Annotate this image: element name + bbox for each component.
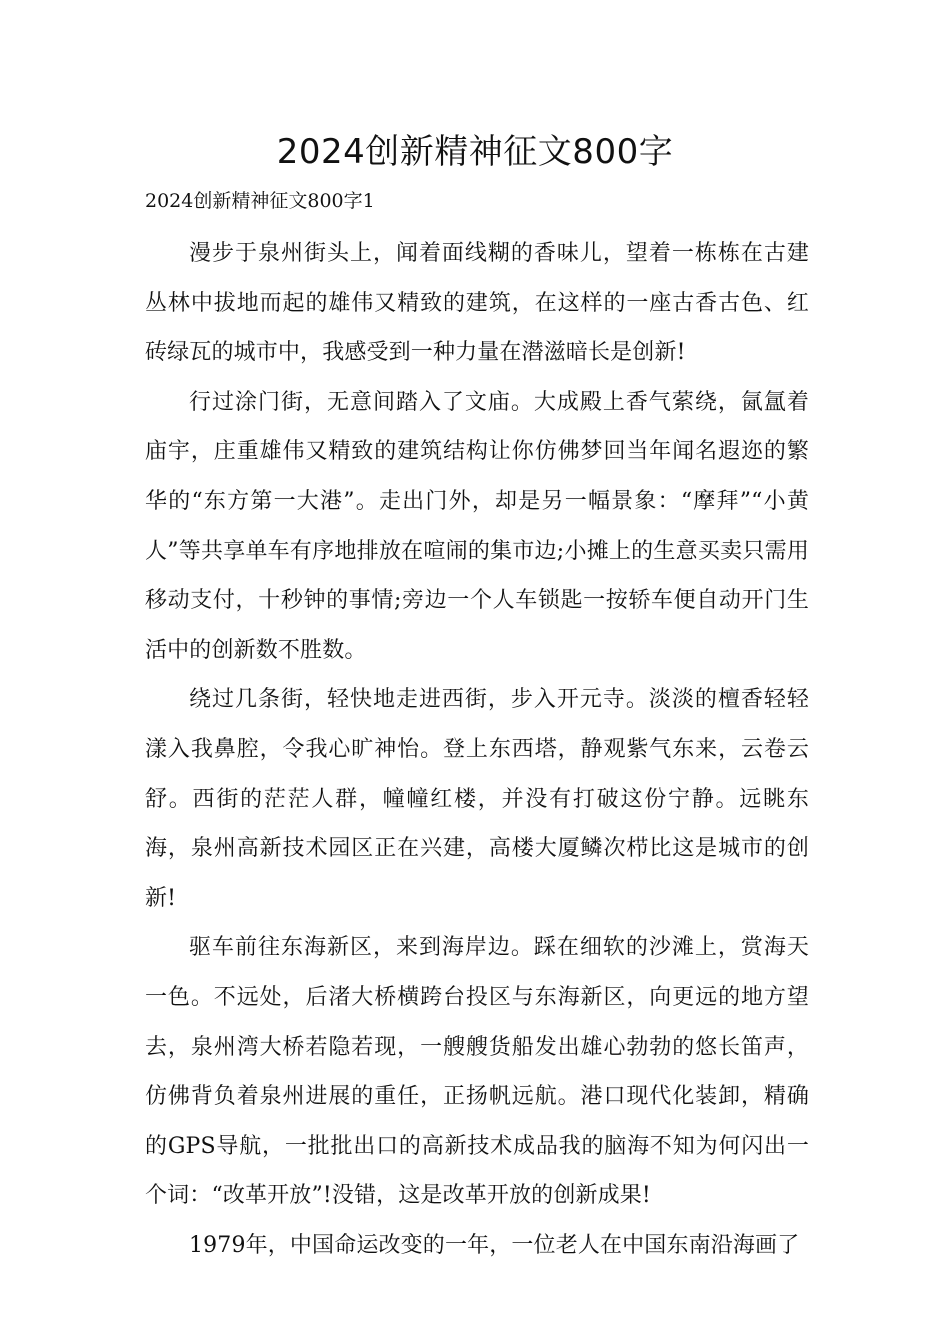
document-body	[145, 229, 809, 1270]
document-subtitle: 2024创新精神征文800字1	[145, 190, 375, 212]
document-title: 2024创新精神征文800字	[276, 132, 674, 172]
paragraph: 1979年，中国命运改变的一年，一位老人在中国东南沿海画了	[189, 1232, 800, 1258]
paragraph: 行过涂门街，无意间踏入了文庙。大成殿上香气萦绕，氤氲着庙宇，庄重雄伟又精致的建筑结构让你仿佛梦回当年闻名遐迩的繁华的“东方第一大港”。走出门外，却是另一幅景象：“摩拜”“小黄人”等共享单车有序地排放在喧闹的集市边;小摊上的生意买卖只需用移动支付，十秒钟的事情;旁边一个人车锁匙一按轿车便自动开门生活中的创新数不胜数。	[145, 389, 809, 663]
paragraph: 绕过几条街，轻快地走进西街，步入开元寺。淡淡的檀香轻轻漾入我鼻腔，令我心旷神怡。登上东西塔，静观紫气东来，云卷云舒。西街的茫茫人群，幢幢红楼，并没有打破这份宁静。远眺东海，泉州高新技术园区正在兴建，高楼大厦鳞次栉比这是城市的创新!	[145, 687, 809, 911]
paragraph: 驱车前往东海新区，来到海岸边。踩在细软的沙滩上，赏海天一色。不远处，后渚大桥横跨台投区与东海新区，向更远的地方望去，泉州湾大桥若隐若现，一艘艘货船发出雄心勃勃的悠长笛声，仿佛背负着泉州进展的重任，正扬帆远航。港口现代化装卸，精确的GPS导航，一批批出口的高新技术成品我的脑海不知为何闪出一个词：“改革开放”!没错，这是改革开放的创新成果!	[145, 935, 809, 1209]
paragraph: 漫步于泉州街头上，闻着面线糊的香味儿，望着一栋栋在古建丛林中拔地而起的雄伟又精致的建筑，在这样的一座古香古色、红砖绿瓦的城市中，我感受到一种力量在潜滋暗长是创新!	[145, 241, 809, 366]
